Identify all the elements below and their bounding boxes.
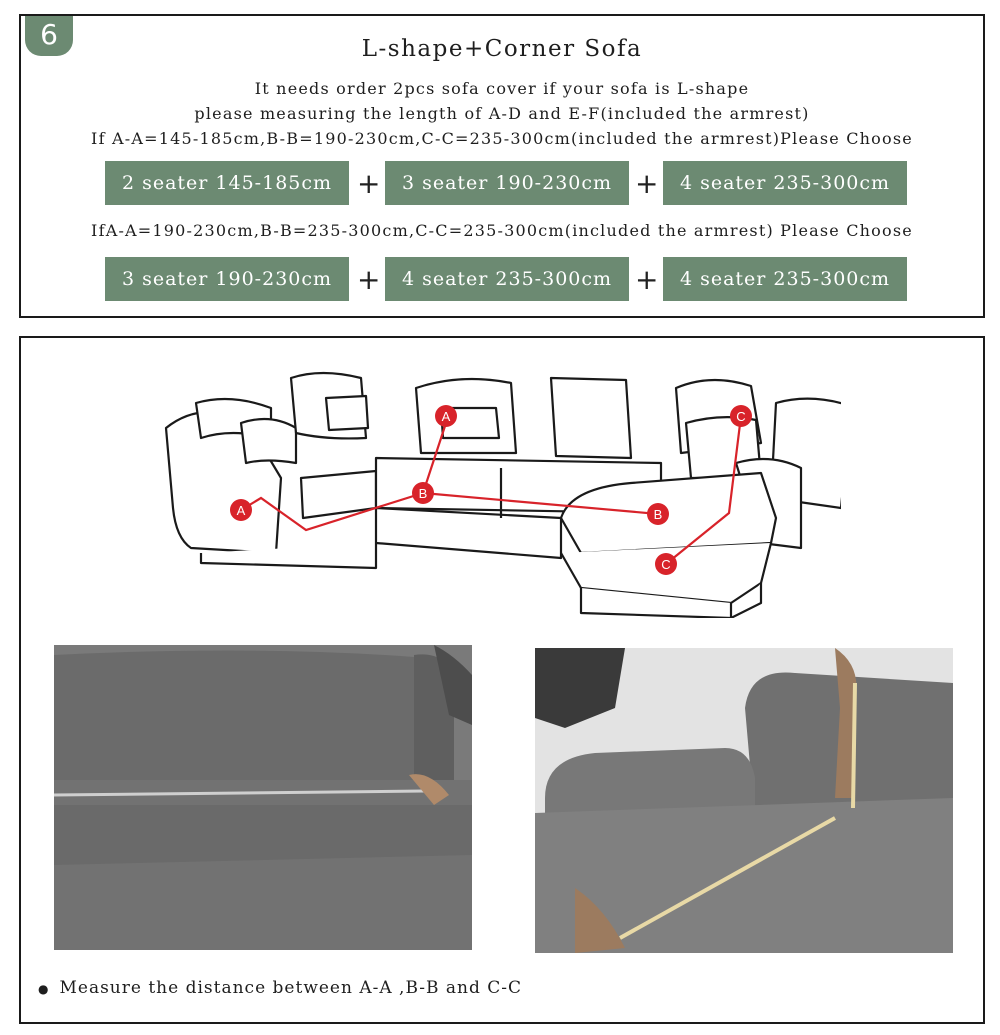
marker-a-right: [435, 405, 457, 427]
instruction-panel: [19, 14, 985, 318]
marker-label: C: [736, 409, 746, 424]
measurement-caption: [38, 978, 522, 998]
marker-c-bottom: [655, 553, 677, 575]
step-badge: 6: [25, 16, 73, 56]
instruction-line-1: It needs order 2pcs sofa cover if your sofa is L-shape: [254, 79, 750, 98]
option-chip: 4 seater 235-300cm: [663, 161, 907, 205]
plus-sign: +: [635, 263, 659, 296]
marker-b-right: [647, 503, 669, 525]
option-chip: 4 seater 235-300cm: [385, 257, 629, 301]
instruction-line-2: please measuring the length of A-D and E-F(included the armrest): [194, 104, 810, 123]
option-chip: 3 seater 190-230cm: [385, 161, 629, 205]
marker-b-left: [412, 482, 434, 504]
marker-label: A: [441, 409, 451, 424]
marker-c-top: [730, 405, 752, 427]
measuring-photo-left: [54, 645, 472, 950]
instruction-line-4: IfA-A=190-230cm,B-B=235-300cm,C-C=235-300cm(included the armrest) Please Choose: [91, 221, 913, 240]
option-chip: 2 seater 145-185cm: [105, 161, 349, 205]
option-chip: 4 seater 235-300cm: [663, 257, 907, 301]
measurement-panel: [19, 336, 985, 1024]
plus-sign: +: [635, 167, 659, 200]
plus-sign: +: [357, 263, 381, 296]
marker-label: B: [418, 486, 428, 501]
marker-label: B: [653, 507, 663, 522]
instruction-line-3: If A-A=145-185cm,B-B=190-230cm,C-C=235-300cm(included the armrest)Please Choose: [91, 129, 913, 148]
marker-label: C: [661, 557, 671, 572]
marker-a-left: [230, 499, 252, 521]
measuring-photo-right: [535, 648, 953, 953]
sofa-diagram: [161, 368, 841, 618]
marker-label: A: [236, 503, 246, 518]
caption-text: Measure the distance between A-A ,B-B and C-C: [59, 978, 523, 998]
plus-sign: +: [357, 167, 381, 200]
bullet: ●: [38, 982, 50, 996]
option-chip: 3 seater 190-230cm: [105, 257, 349, 301]
page-title: L-shape+Corner Sofa: [361, 36, 643, 62]
